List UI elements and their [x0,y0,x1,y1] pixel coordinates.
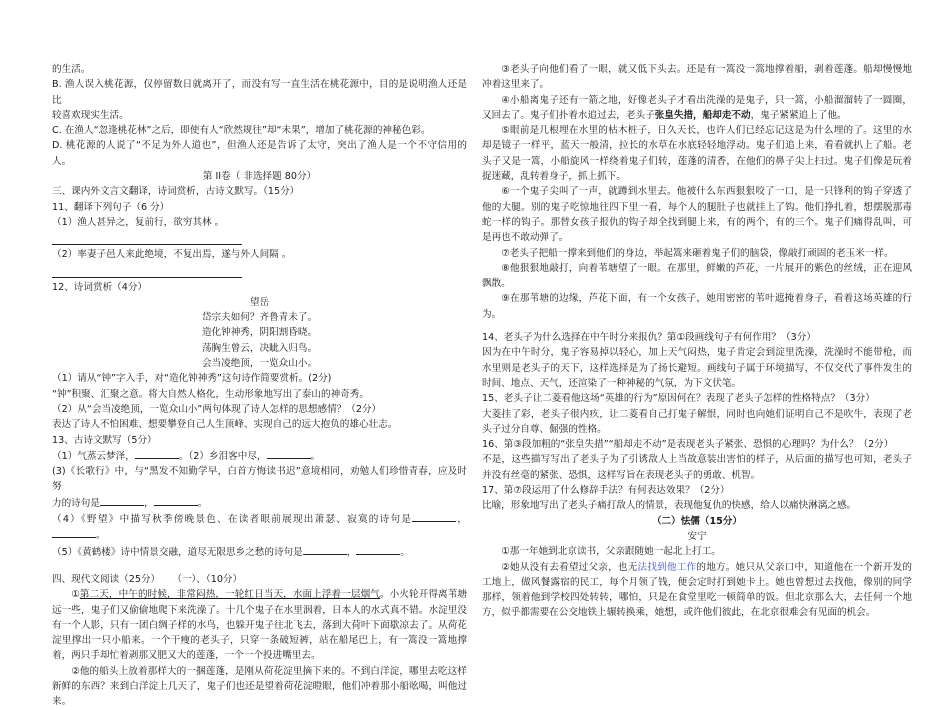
poem-line: 荡胸生曾云，决眦入归鸟。 [201,342,318,354]
option-b [52,77,467,123]
option-b-cont: 较喜欢现实生活。 [52,109,129,121]
q13-2-text: 。（2）乡泪客中尽， [178,450,267,462]
section4-label: 四、现代文阅读（25分） [52,573,161,585]
para-text: ④小船离鬼子还有一箭之地，好像老头子才看出洗澡的是鬼子，只一篙，小船溜溜转了一圆圈，又回去了。鬼子们扑着水追过去，老头子 [482,94,912,121]
question-12: 12、诗词赏析（4分） [52,281,148,293]
text-line: 的生活。 [52,64,91,75]
section3-heading: 三、课内外文言文翻译，诗词赏析，古诗文默写。（15分） [52,186,300,198]
question-13-5: （5）《黄鹤楼》诗中情景交融，道尽无限思乡之愁的诗句是 ， 。 [52,544,467,560]
section-b-heading: （二）怯儒（15分） [651,515,743,527]
question-11: 11、翻译下列句子（6 分） [52,201,170,213]
question-12-2: （2）从“会当凌绝顶，一览众山小”两句体现了诗人怎样的思想感情？（2分） [52,403,382,415]
right-column [482,62,912,621]
question-17: 17、第⑦段运用了什么修辞手法？有何表达效果？（2分） [482,485,730,497]
option-d: D. 桃花源的人说了“不足为外人道也”，但渔人还是告诉了太守，突出了渔人是一个不守信用的人。 [52,140,467,167]
question-13: 13、古诗文默写（5分） [52,434,157,446]
fill-blank[interactable] [135,448,179,459]
q13-1-text: （1）气蒸云梦泽， [52,450,135,462]
highlighted-phrase: 法找到他工作 [637,561,697,573]
reading-para-9: ⑨在那苇塘的边缘，芦花下面，有一个女孩子，她用密密的苇叶遮掩着身子，看着这场英雄的行为。 [482,293,912,320]
fill-blank[interactable] [100,495,144,506]
fill-blank[interactable] [267,448,311,459]
part2-title: 第 II卷（ 非选择题 80分） [202,171,317,183]
option-c: C. 在渔人“忽逢桃花林”之后，即使有人“欣然规往”却“未果”，增加了桃花源的神秘色彩。 [52,125,431,137]
reading-para-1 [52,587,467,663]
question-11-2: （2）率妻子邑人来此绝境，不复出焉，遂与外人间隔 。 [52,249,292,261]
poem-line: 会当凌绝顶，一览众山小。 [201,358,318,370]
poem-title: 望岳 [249,296,270,308]
reading-para-4 [482,93,912,124]
para-text: 的地方。她只从父亲口中，知道他在一个新开发的工地上，做风餐露宿的民工，每个月领了钱，便会定时打到她卡上。她也曾想过去找他，像别的同学那样，领着他到学校四处转转，哪怕，只是在食堂里吃一顿简单的饭。但北京那么大，去任何一个地方，似乎都需要在公交地铁上辗转换乘，她想，或许他们彼此，在北京很难会有见面的机会。 [482,561,913,619]
question-13-3: (3)《长歌行》中，与“黑发不知勤学早，白首方悔读书迟”意境相同，劝勉人们珍惜青春，应及时努 力的诗句是 ， 。 [52,466,467,509]
fill-blank[interactable] [356,544,400,555]
answer-12-1: “钟”积聚、汇聚之意。将大自然人格化，生动形象地写出了泰山的神奇秀。 [52,388,369,400]
question-14: 14、老头子为什么选择在中午时分来报仇？第①段画线句子有何作用？（3分） [482,332,816,344]
poem-line: 造化钟神秀，阴阳割昏晓。 [201,327,318,339]
left-column [52,62,467,710]
para-text: ②她从没有去看望过父亲，也无 [501,561,638,573]
reading-para-6: ⑥一个鬼子尖叫了一声，就蹲到水里去。他被什么东西狠狠咬了一口，是一只锋利的钩子穿透了他的大腿。别的鬼子吃惊地往四下里一看，每个人的腿肚子也就挂上了钩。他们挣扎着，想摆脱那毒蛇一样的钩子。那替女孩子报仇的钩子却全找到腿上来，有的两个，有的三个。鬼子们痛得乱叫，可是再也不敢动弹了。 [482,186,912,244]
reading-para-7: ⑦老头子把船一撑来到他们的身边，举起篙来砸着鬼子们的脑袋，像敲打顽固的老玉米一样。 [501,247,894,259]
story-para-2 [482,560,912,621]
comma: ， [346,546,357,558]
para-num: ① [71,589,80,601]
q13-3-text: (3)《长歌行》中，与“黑发不知勤学早，白首方悔读书迟”意境相同，劝勉人们珍惜青春，应及时努 [52,466,467,493]
q13-3-cont: 力的诗句是 [52,497,100,509]
q13-5-text: （5）《黄鹤楼》诗中情景交融，道尽无限思乡之愁的诗句是 [52,546,303,558]
question-15: 15、老头子让二菱看他这场“英雄的行为”原因何在？表现了老头子怎样的性格特点？（3分） [482,393,875,405]
underlined-sentence: 第二天，中午的时候，非常闷热，一轮红日当天，水面上浮着一层烟气 [79,589,380,601]
option-b-text: B. 渔人误入桃花源，仅停留数日就离开了，而没有写一直生活在桃花源中，目的是说明渔人还是比 [52,79,467,106]
reading-para-3: ③老头子向他们看了一眼，就又低下头去。还是有一篙没一篙地撑着船，剥着莲蓬。船却慢慢地冲着这里来了。 [482,64,912,91]
question-16: 16、第③段加粗的“张皇失措”“船却走不动”是表现老头子紧张、恐惧的心理吗？为什么？（2分） [482,439,894,451]
answer-line-11-2[interactable] [52,264,242,278]
q13-4-text: （4）《野望》中描写秋季傍晚景色、在读者眼前展现出萧瑟、寂寞的诗句是 [52,514,413,526]
answer-12-2: 表达了诗人不怕困难、想要攀登自己人生顶峰、实现自己的远大抱负的雄心壮志。 [52,419,398,431]
question-13-1: （1）气蒸云梦泽， 。（2）乡泪客中尽， 。 [52,448,467,464]
para-text: ，鬼子紧紧追上了他。 [750,109,847,121]
question-12-1: （1）请从“钟”字入手，对“造化钟神秀”这句诗作简要赏析。(2分) [52,373,332,385]
fill-blank[interactable] [412,511,456,522]
story-author: 安宁 [687,530,707,542]
para-text: 。小火轮开得离苇塘远一些，鬼子们又偷偷地爬下来洗澡了。十几个鬼子在水里洇着，日本人的水式真不错。水淀里没有一个人影，只有一团白绸子样的水鸟，也躲开鬼子往北飞去，落到大荷叶下面歇凉去了。从荷花淀里撑出一只小船来。一个干瘦的老头子，只穿一条破短裤，站在船尾巴上，有一篙没一篙地撑着，两只手却忙着剥那又肥又大的莲蓬，一个一个投进嘴里去。 [52,589,468,662]
bold-phrase: 张皇失措，船却走不动 [654,109,751,121]
comma: ， [143,497,154,509]
question-13-4: （4）《野望》中描写秋季傍晚景色、在读者眼前展现出萧瑟、寂寞的诗句是 ，。 [52,511,467,544]
reading-para-2: ②他的船头上放着那样大的一捆莲蓬，是刚从荷花淀里摘下来的。不到白洋淀，哪里去吃这样新鲜的东西？来到白洋淀上几天了，鬼子们也还是望着荷花淀瞪眼，他们冲着那小船吆喝，叫他过来。 [52,665,467,708]
answer-line-11-1[interactable] [52,231,242,245]
fill-blank[interactable] [154,495,198,506]
answer-17: 比喻，形象地写出了老头子痛打敌人的情景，表现他复仇的快感，给人以痛快淋漓之感。 [482,500,857,512]
reading-para-8: ⑧他狠狠地敲打，向着苇塘望了一眼。在那里，鲜嫩的芦花，一片展开的紫色的丝绒，正在迎风飘散。 [482,262,912,290]
poem-line: 岱宗夫如何？齐鲁青未了。 [201,312,318,324]
fill-blank[interactable] [52,527,96,538]
section4-heading [52,572,467,587]
story-para-1: ①那一年她到北京读书，父亲跟随她一起北上打工。 [501,546,721,558]
reading-para-5: ⑤眼前是几根埋在水里的枯木桩子，日久天长，也许人们已经忘记这是为什么埋的了。这里的水却是镜子一样平，蓝天一般清，拉长的水草在水底轻轻地浮动。鬼子们追上来，看看就扒上了船。老头子又是一篙，小船旋风一样绕着鬼子们转，莲蓬的清香，在他们的鼻子尖上扫过。鬼子们像是玩着捉迷藏，乱转着身子，抓上抓下。 [482,125,912,183]
section4-part: （一）、（10分） [172,573,243,585]
answer-14: 因为在中午时分，鬼子容易掉以轻心，加上天气闷热，鬼子肯定会到淀里洗澡，洗澡时不能带枪，而水里则是老头子的天下，这样选择是为了扬长避短。画线句子属于环境描写，不仅交代了事件发生的时间、地点、天气，还渲染了一种神秘的气氛，为下文伏笔。 [482,347,912,389]
question-11-1: （1）渔人甚异之，复前行，欲穷其林 。 [52,216,225,228]
comma: ， [456,514,467,526]
answer-16: 不是，这些描写写出了老头子为了引诱敌人上当故意装出害怕的样子，从后面的描写也可知，老头子并没有丝毫的紧张、恐惧，这样写旨在表现老头子的勇敢、机智。 [482,454,912,481]
answer-15: 大菱挂了彩，老头子很内疚，让二菱看自己打鬼子解恨，同时也向她们证明自己不是吹牛，表现了老头子过分自尊、倔强的性格。 [482,408,912,435]
fill-blank[interactable] [303,544,347,555]
